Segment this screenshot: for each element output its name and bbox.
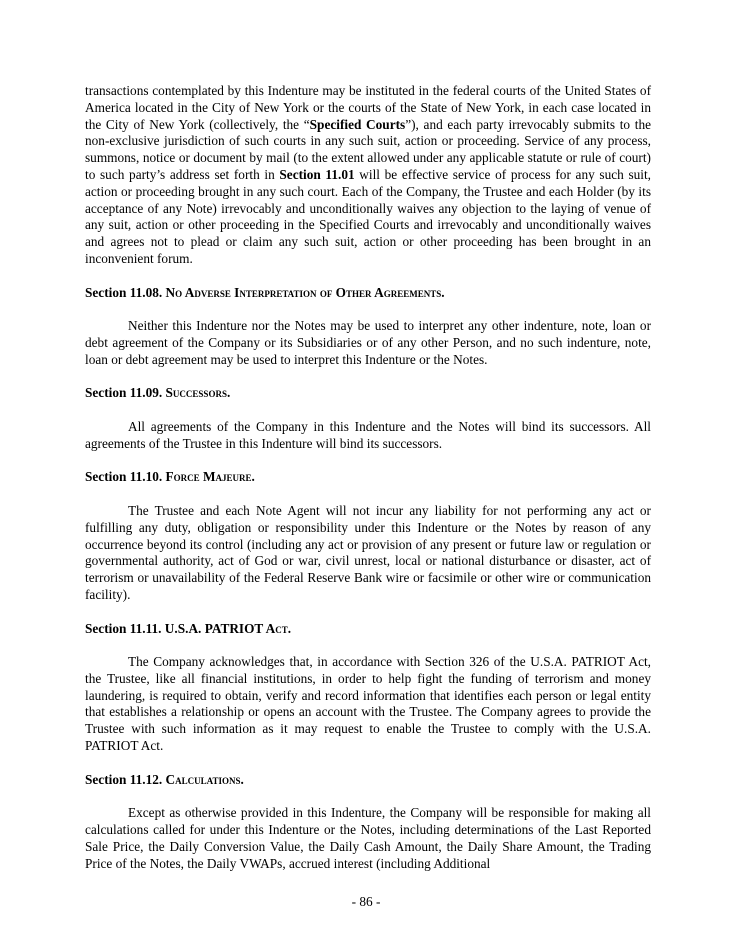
section-heading-11-12 (85, 772, 651, 789)
section-body-11-10: The Trustee and each Note Agent will not incur any liability for not performing any act or fulfilling any duty, obligation or responsibility under this Indenture or the Notes by reason of any occurrence beyond its control (including any act or provision of any present or future law or regulation or governmental authority, act of God or war, civil unrest, local or national disturbance or disaster, act of terrorism or unavailability of the Federal Reserve Bank wire or facsimile or other wire or communication facility). (85, 502, 651, 602)
section-heading-11-10 (85, 469, 651, 486)
section-body-11-12: Except as otherwise provided in this Indenture, the Company will be responsible for making all calculations called for under this Indenture or the Notes, including determinations of the Last Reported Sale Price, the Daily Conversion Value, the Daily Cash Amount, the Daily Share Amount, the Trading Price of the Notes, the Daily VWAPs, accrued interest (including Additional (85, 805, 651, 871)
section-title: Calculations. (165, 771, 244, 787)
section-title: Successors. (165, 385, 231, 401)
section-heading-11-08 (85, 285, 651, 302)
section-body-11-11: The Company acknowledges that, in accordance with Section 326 of the U.S.A. PATRIOT Act, the Trustee, like all financial institutions, in order to help fight the funding of terrorism and money laundering, is required to obtain, verify and record information that identifies each person or legal entity that establishes a relationship or opens an account with the Trustee. The Company agrees to provide the Trustee with such information as it may request to enable the Trustee to comply with the U.S.A. PATRIOT Act. (85, 654, 651, 754)
section-title: Force Majeure. (165, 469, 255, 485)
section-heading-11-11 (85, 621, 651, 638)
section-body-11-08: Neither this Indenture nor the Notes may be used to interpret any other indenture, note, loan or debt agreement of the Company or its Subsidiaries or of any other Person, and no such indenture, note, loan or debt agreement may be used to interpret this Indenture or the Notes. (85, 318, 651, 367)
section-reference: Section 11.01 (279, 166, 355, 182)
section-number: Section 11.12. (85, 771, 163, 787)
section-number: Section 11.09. (85, 385, 163, 401)
intro-paragraph (85, 83, 651, 268)
intro-text-3: will be effective service of process for any such suit, action or proceeding brought in any such court. Each of the Company, the Trustee and each Holder (by its acceptance of any Note) irrevocably and unconditionally waives any objection to the laying of venue of any suit, action or other proceeding in the Specified Courts and irrevocably and unconditionally waives and agrees not to plead or claim any such suit, action or other proceeding has been brought in an inconvenient forum. (85, 166, 651, 266)
section-heading-11-09 (85, 385, 651, 402)
intro-text-2: ”), and each party irrevocably submits to the non-exclusive jurisdiction of such courts in any such suit, action or proceeding. Service of any process, summons, notice or document by mail (to the extent allowed under any applicable statute or rule of court) to such party’s address set forth in (85, 116, 651, 182)
defined-term: Specified Courts (309, 116, 406, 132)
section-number: Section 11.11. (85, 620, 162, 636)
section-number: Section 11.08. (85, 284, 163, 300)
intro-text-1: transactions contemplated by this Indenture may be instituted in the federal courts of the United States of America located in the City of New York or the courts of the State of New York, in each case located in the City of New York (collectively, the “ (85, 83, 651, 132)
page-number: - 86 - (351, 894, 381, 909)
section-body-11-09: All agreements of the Company in this Indenture and the Notes will bind its successors. All agreements of the Trustee in this Indenture will bind its successors. (85, 418, 651, 451)
section-title: No Adverse Interpretation of Other Agreements. (165, 284, 445, 300)
section-number: Section 11.10. (85, 469, 163, 485)
section-title: U.S.A. PATRIOT Act. (164, 620, 292, 636)
